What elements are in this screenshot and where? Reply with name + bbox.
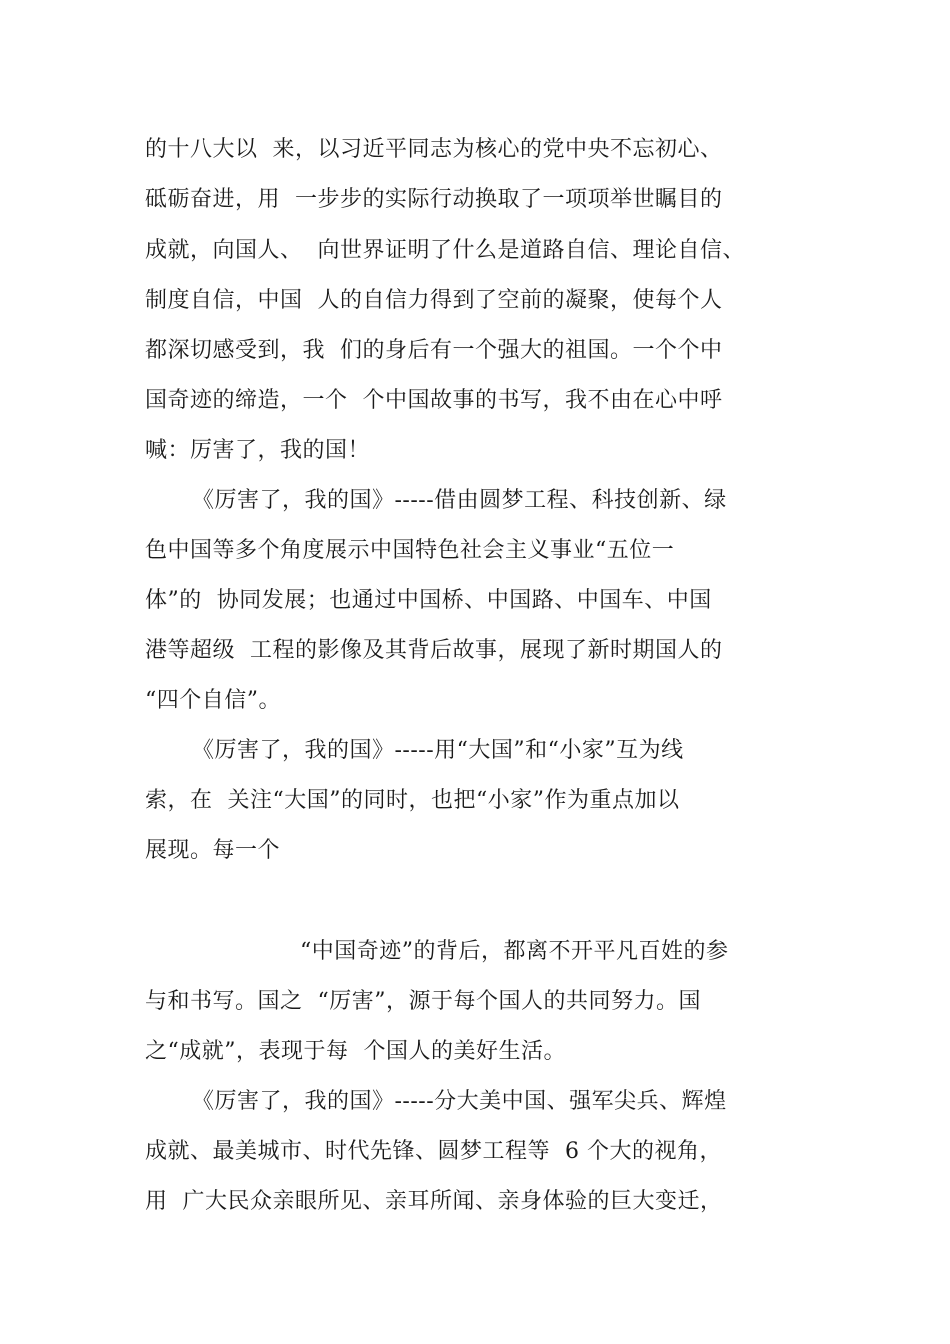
text-line: 港等超级 工程的影像及其背后故事，展现了新时期国人的 (145, 638, 723, 663)
paragraph-first-line: 《厉害了，我的国》-----借由圆梦工程、科技创新、绿 (192, 488, 727, 513)
text-line: 之“成就”，表现于每 个国人的美好生活。 (145, 1039, 566, 1064)
text-line: 成就，向国人、 向世界证明了什么是道路自信、理论自信、 (145, 238, 745, 263)
text-line: 与和书写。国之 “厉害”，源于每个国人的共同努力。国 (145, 989, 701, 1014)
paragraph-first-line: 《厉害了，我的国》-----用“大国”和“小家”互为线 (192, 738, 684, 763)
text-line: 国奇迹的缔造，一个 个中国故事的书写，我不由在心中呼 (145, 388, 723, 413)
text-line: 都深切感受到，我 们的身后有一个强大的祖国。一个个中 (145, 338, 723, 363)
text-line: 索，在 关注“大国”的同时，也把“小家”作为重点加以 (145, 788, 680, 813)
text-line: 展现。每一个 (145, 838, 281, 863)
text-line: 用 广大民众亲眼所见、亲耳所闻、亲身体验的巨大变迁， (145, 1189, 723, 1214)
text-line: 的十八大以 来，以习近平同志为核心的党中央不忘初心、 (145, 137, 723, 162)
text-line: 砥砺奋进，用 一步步的实际行动换取了一项项举世瞩目的 (145, 187, 723, 212)
text-line: 体”的 协同发展；也通过中国桥、中国路、中国车、中国 (145, 588, 712, 613)
text-line: 喊：厉害了，我的国！ (145, 438, 371, 463)
text-line: “中国奇迹”的背后，都离不开平凡百姓的参 (300, 939, 729, 964)
text-line: “四个自信”。 (145, 688, 281, 713)
text-line: 色中国等多个角度展示中国特色社会主义事业“五位一 (145, 538, 675, 563)
paragraph-first-line: 《厉害了，我的国》-----分大美中国、强军尖兵、辉煌 (192, 1089, 727, 1114)
text-line: 制度自信，中国 人的自信力得到了空前的凝聚，使每个人 (145, 288, 723, 313)
text-line: 成就、最美城市、时代先锋、圆梦工程等 6 个大的视角， (145, 1139, 722, 1164)
